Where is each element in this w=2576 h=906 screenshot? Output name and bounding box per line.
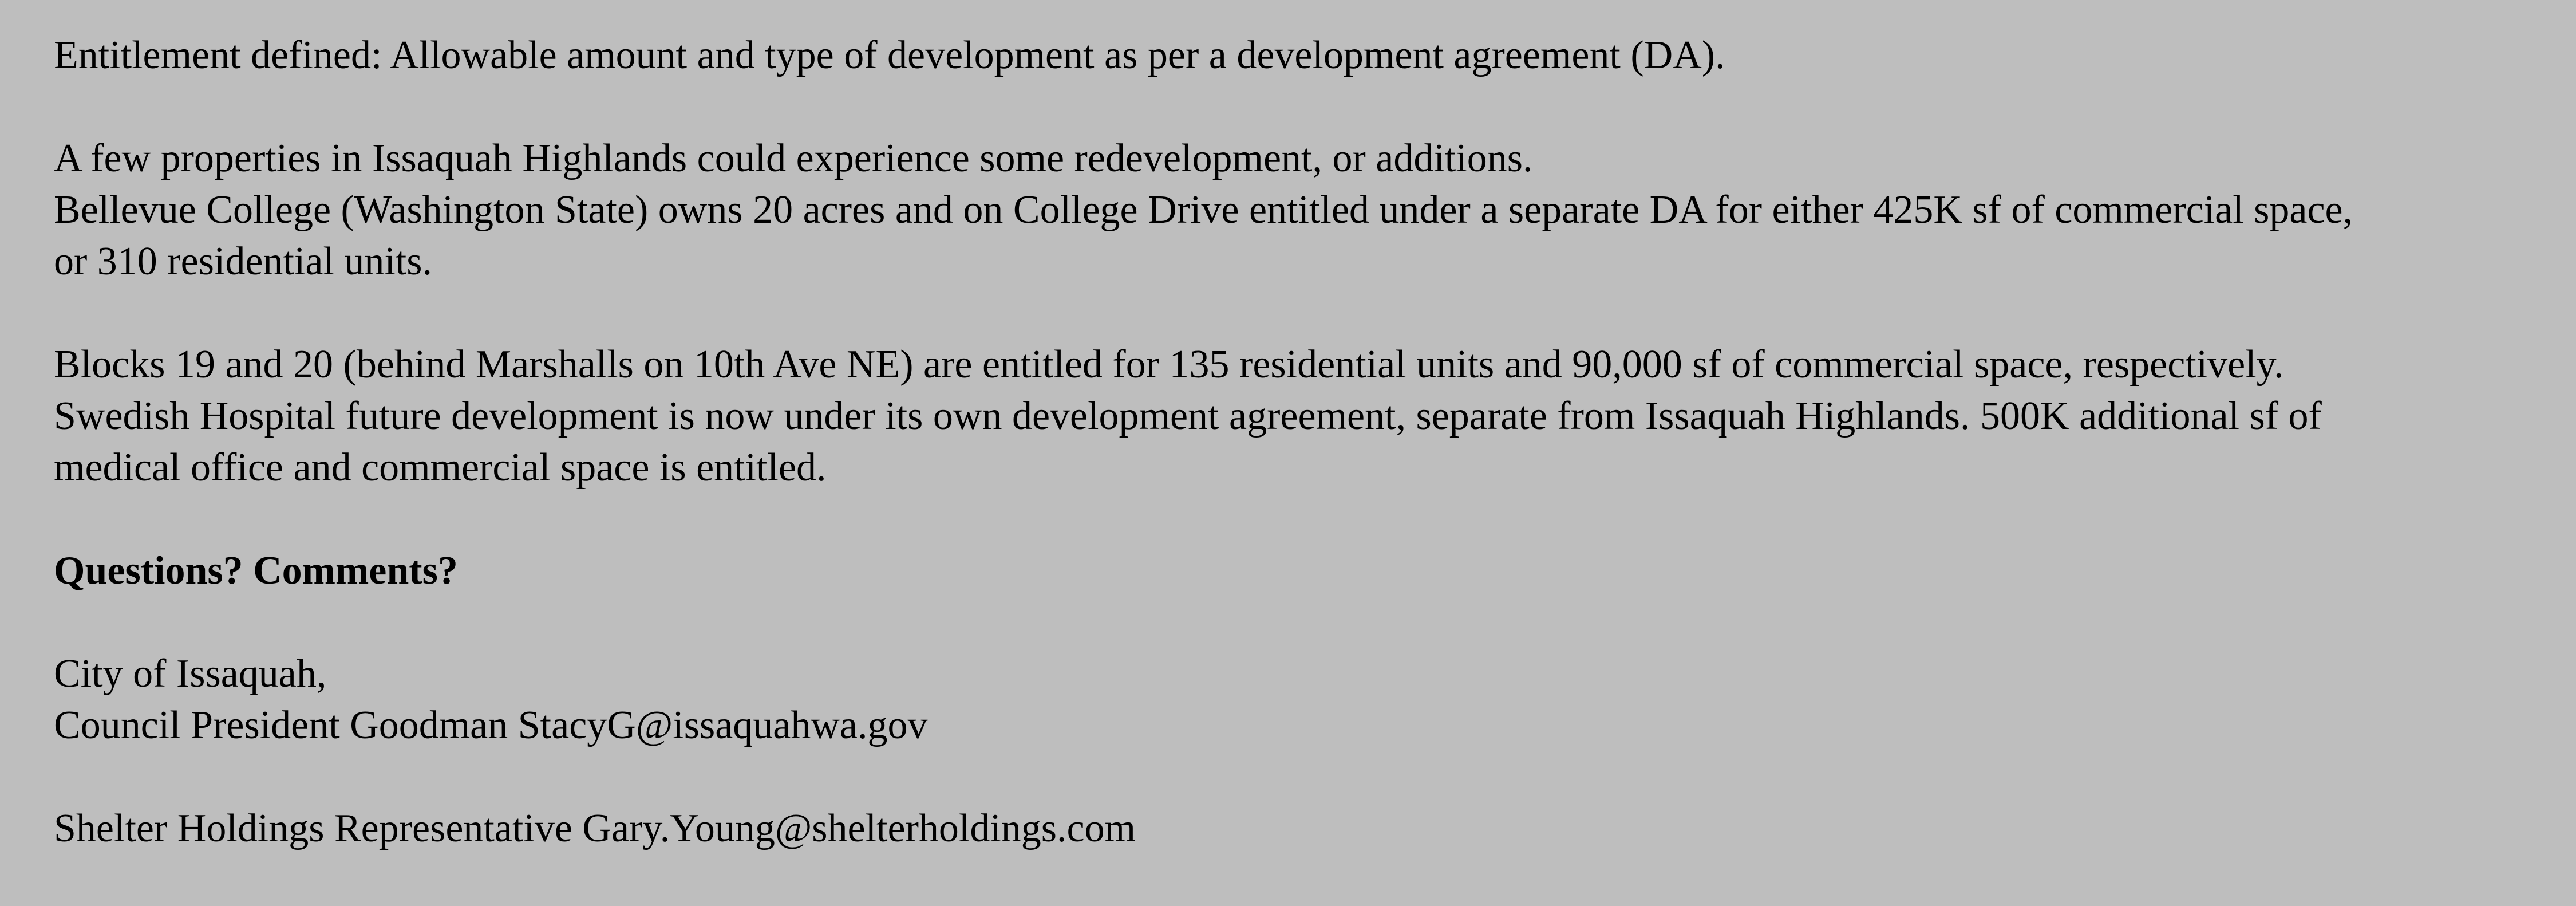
entitlement-definition-paragraph (54, 30, 2550, 81)
swedish-hospital-text-line-2: medical office and commercial space is entitled. (54, 446, 827, 490)
council-president-contact: Council President Goodman StacyG@issaquahwa.gov (54, 703, 928, 747)
redevelopment-paragraph (54, 133, 2550, 287)
city-name-text: City of Issaquah, (54, 652, 327, 696)
shelter-contact-paragraph (54, 803, 2550, 854)
city-contact-paragraph (54, 648, 2550, 751)
blocks-and-hospital-paragraph (54, 339, 2550, 494)
blocks-19-20-text: Blocks 19 and 20 (behind Marshalls on 10th Ave NE) are entitled for 135 residential units and 90,000 sf of commercial space, respectively. (54, 342, 2284, 387)
bellevue-college-text-line-1: Bellevue College (Washington State) owns 20 acres and on College Drive entitled under a separate DA for either 425K sf of commercial space, (54, 188, 2353, 232)
shelter-holdings-contact: Shelter Holdings Representative Gary.Young@shelterholdings.com (54, 806, 1136, 850)
questions-paragraph (54, 545, 2550, 597)
document-body (54, 30, 2550, 906)
swedish-hospital-text-line-1: Swedish Hospital future development is now under its own development agreement, separate from Issaquah Highlands. 500K additional sf of (54, 394, 2322, 438)
redevelopment-intro-text: A few properties in Issaquah Highlands could experience some redevelopment, or additions. (54, 136, 1533, 180)
questions-heading: Questions? Comments? (54, 549, 458, 593)
bellevue-college-text-line-2: or 310 residential units. (54, 239, 433, 283)
entitlement-definition-text: Entitlement defined: Allowable amount and type of development as per a development agreement (DA). (54, 33, 1725, 77)
